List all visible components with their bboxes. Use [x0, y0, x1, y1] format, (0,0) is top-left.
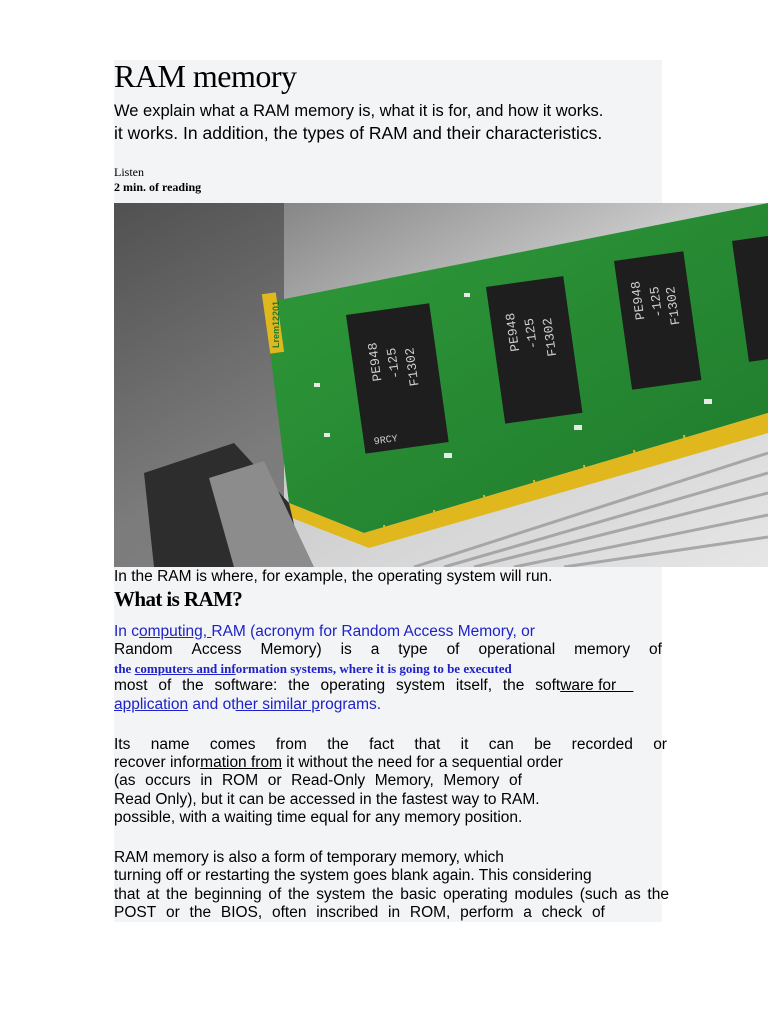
word: or: [165, 904, 180, 921]
word: check: [541, 904, 583, 921]
computing-link[interactable]: omputing,: [138, 623, 212, 640]
word: at: [146, 886, 160, 903]
word: type: [398, 641, 428, 658]
p2-line-3: [114, 772, 522, 790]
p3-line-4: [114, 904, 605, 922]
reading-time: 2 min. of reading: [114, 180, 202, 194]
pcb-label: Lrem12201: [271, 300, 281, 348]
word: modules: [514, 886, 574, 903]
word: of: [446, 641, 460, 658]
word: often: [271, 904, 307, 921]
word: (such: [579, 886, 618, 903]
word: (as: [114, 772, 136, 789]
word: of: [649, 641, 662, 658]
p2-text: recover infor: [114, 754, 201, 771]
word: Memory,: [374, 772, 434, 789]
word: fact: [369, 736, 395, 753]
p1-line-1: [114, 623, 535, 641]
word: that: [114, 886, 140, 903]
word: in: [388, 904, 401, 921]
chip-label-2b: -125: [521, 317, 542, 351]
p1-text: the: [114, 661, 135, 676]
p2-text: it without the need for a sequential order: [282, 754, 563, 771]
word: occurs: [145, 772, 191, 789]
p1-text: rograms.: [319, 696, 382, 713]
word: the: [647, 886, 669, 903]
application-link[interactable]: application: [114, 696, 189, 713]
section-heading: What is RAM?: [114, 587, 243, 611]
word: it: [460, 736, 469, 753]
p3-line-2: turning off or restarting the system goes blank again. This considering: [114, 867, 592, 884]
chip-label-3c: F1302: [663, 285, 684, 327]
word: system: [316, 886, 366, 903]
word: or: [267, 772, 282, 789]
chip-label-3a: PE948: [628, 280, 649, 321]
word: in: [200, 772, 213, 789]
word: the: [287, 886, 310, 903]
listen-link[interactable]: Listen: [114, 165, 144, 179]
article-subtitle-line-1: We explain what a RAM memory is, what it is for, and how it works.: [114, 102, 604, 120]
p1-text: most of the software: the operating system itself, the soft: [114, 677, 561, 694]
similar-programs-link[interactable]: her similar p: [235, 696, 320, 713]
word: a: [370, 641, 380, 658]
word: be: [534, 736, 552, 753]
p2-line-5: possible, with a waiting time equal for any memory position.: [114, 809, 523, 826]
word: Memory: [443, 772, 500, 789]
information-link[interactable]: mation from: [200, 754, 282, 771]
word: memory: [574, 641, 631, 658]
word: Its: [114, 736, 131, 753]
word: Read-Only: [291, 772, 366, 789]
word: the: [372, 886, 394, 903]
p2-line-4: Read Only), but it can be accessed in the fastest way to RAM.: [114, 791, 540, 808]
word: as: [624, 886, 641, 903]
word: the: [166, 886, 188, 903]
word: operating: [443, 886, 508, 903]
p1-text: In c: [114, 623, 139, 640]
word: perform: [460, 904, 514, 921]
ram-module-photo: [114, 203, 768, 567]
software-link[interactable]: ware for: [560, 677, 634, 694]
word: POST: [114, 904, 157, 921]
word: beginning: [194, 886, 262, 903]
p1-text: ormation systems, where it is going to be executed: [235, 661, 512, 676]
word: recorded: [571, 736, 633, 753]
p1-line-3: [114, 661, 512, 677]
image-caption: In the RAM is where, for example, the operating system will run.: [114, 568, 553, 585]
word: a: [523, 904, 532, 921]
word: name: [150, 736, 190, 753]
chip-label-1a: PE948: [365, 341, 386, 383]
p3-line-3: [114, 886, 669, 904]
p3-line-1: RAM memory is also a form of temporary memory, which: [114, 849, 504, 866]
word: or: [653, 736, 667, 753]
word: comes: [209, 736, 256, 753]
word: of: [508, 772, 522, 789]
word: Access: [191, 641, 242, 658]
p2-line-1: [114, 736, 667, 754]
word: from: [275, 736, 307, 753]
p1-text: RAM (acronym for Random Access Memory, or: [211, 623, 535, 640]
chip-label-1b: -125: [384, 346, 404, 380]
word: Random: [114, 641, 173, 658]
chip-label-2c: F1302: [539, 316, 561, 358]
word: is: [340, 641, 352, 658]
p2-line-2: [114, 754, 563, 772]
word: inscribed: [316, 904, 379, 921]
word: of: [591, 904, 605, 921]
word: basic: [400, 886, 437, 903]
p1-line-2: [114, 641, 662, 659]
word: BIOS,: [220, 904, 263, 921]
article-subtitle-line-2: it works. In addition, the types of RAM and their characteristics.: [114, 123, 603, 143]
word: that: [414, 736, 441, 753]
p1-line-5: [114, 696, 381, 714]
computers-link[interactable]: computers and inf: [134, 661, 236, 676]
word: ROM: [221, 772, 259, 789]
p1-line-4: [114, 677, 633, 695]
p1-text: and ot: [188, 696, 236, 713]
chip-code: 9RCY: [373, 434, 399, 449]
word: the: [327, 736, 349, 753]
word: can: [488, 736, 514, 753]
chip-label-2a: PE948: [502, 311, 524, 353]
word: Memory): [260, 641, 322, 658]
word: operational: [478, 641, 556, 658]
word: of: [268, 886, 282, 903]
word: the: [189, 904, 212, 921]
article-title: RAM memory: [114, 58, 297, 94]
word: ROM,: [409, 904, 451, 921]
chip-label-3b: -125: [647, 285, 667, 319]
chip-label-1c: F1302: [402, 346, 423, 388]
